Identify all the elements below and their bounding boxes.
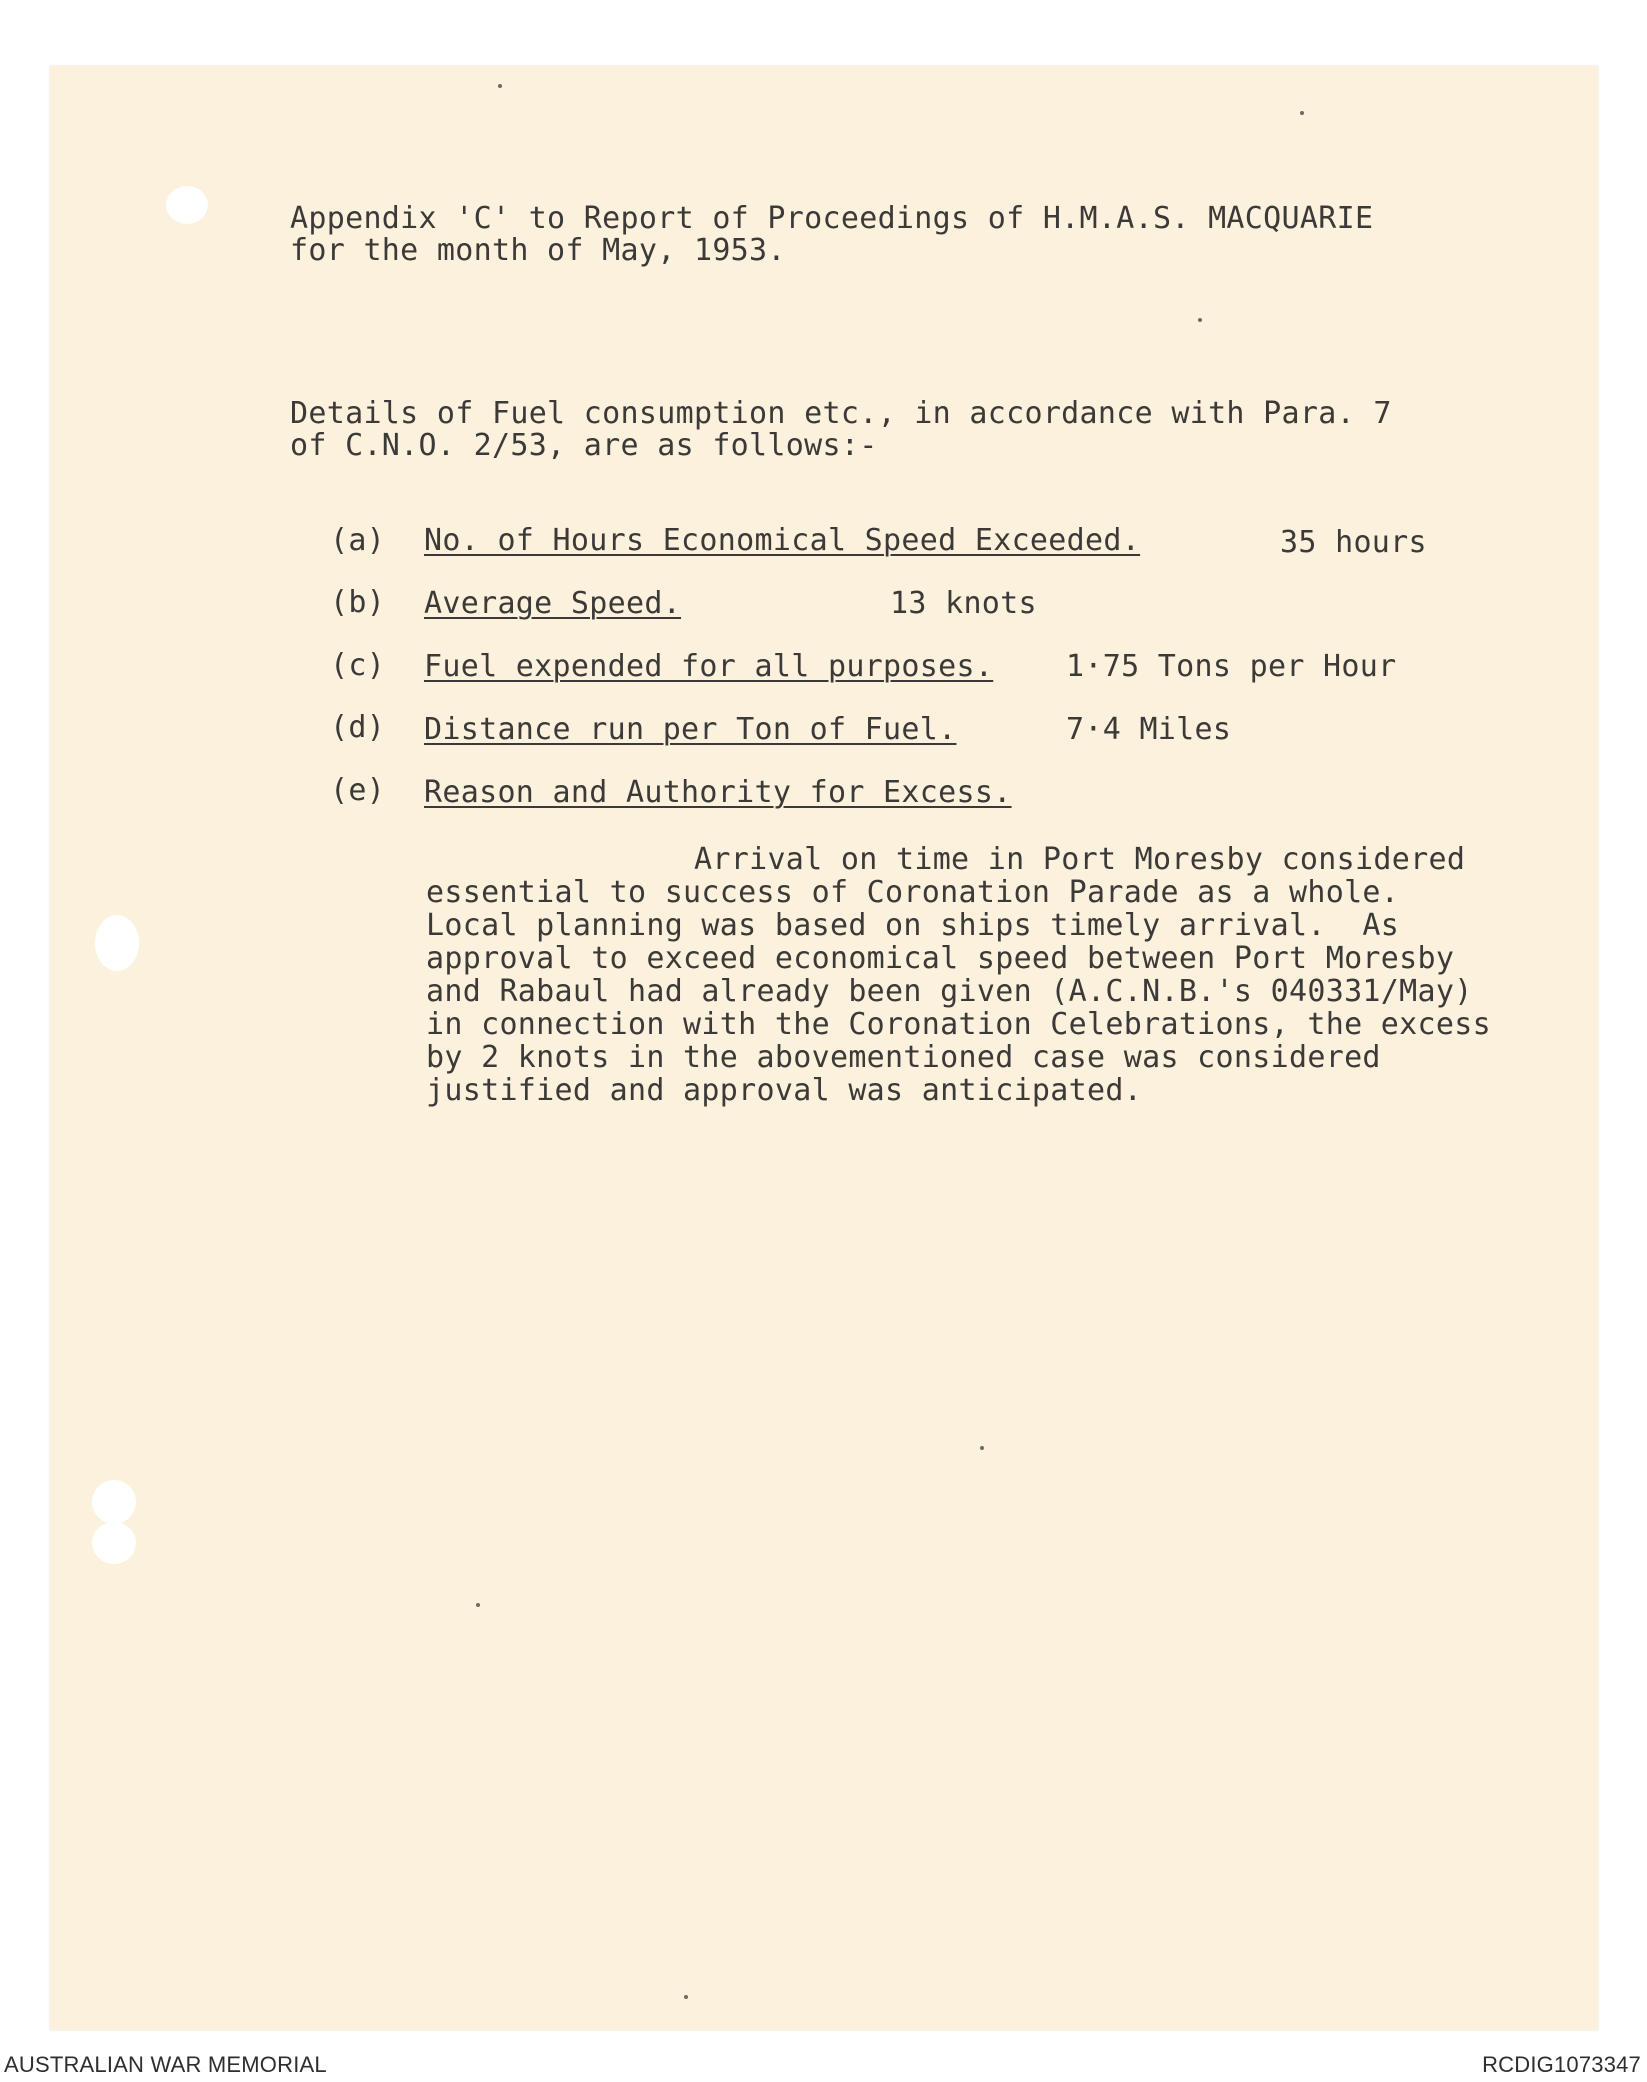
reason-paragraph-line: and Rabaul had already been given (A.C.N.B.'s 040331/May): [426, 974, 1473, 1009]
item-marker: (a): [330, 523, 386, 558]
item-value: 13 knots: [890, 586, 1037, 621]
ink-speck: [684, 1995, 688, 1999]
ink-speck: [1198, 318, 1202, 322]
punch-hole-middle: [95, 915, 139, 971]
punch-hole-top: [166, 186, 208, 224]
item-label: Distance run per Ton of Fuel.: [424, 712, 957, 747]
item-marker: (e): [330, 773, 386, 808]
item-value: 35 hours: [1280, 525, 1427, 560]
appendix-title-line-2: for the month of May, 1953.: [290, 233, 786, 268]
reason-paragraph-line: in connection with the Coronation Celebrations, the excess: [426, 1007, 1491, 1042]
ink-speck: [498, 84, 502, 88]
reason-paragraph-line: justified and approval was anticipated.: [426, 1073, 1143, 1108]
item-marker: (d): [330, 710, 386, 745]
item-value: 7·4 Miles: [1066, 712, 1232, 747]
ink-speck: [476, 1603, 480, 1607]
item-value: 1·75 Tons per Hour: [1066, 649, 1397, 684]
reason-paragraph-line: by 2 knots in the abovementioned case was considered: [426, 1040, 1381, 1075]
punch-hole-lower-b: [92, 1522, 136, 1564]
item-label: Fuel expended for all purposes.: [424, 649, 994, 684]
item-label: Average Speed.: [424, 586, 682, 621]
item-marker: (b): [330, 585, 386, 620]
punch-hole-lower-a: [92, 1480, 136, 1524]
intro-line-1: Details of Fuel consumption etc., in accordance with Para. 7: [290, 396, 1392, 431]
item-label: No. of Hours Economical Speed Exceeded.: [424, 523, 1141, 558]
intro-line-2: of C.N.O. 2/53, are as follows:-: [290, 428, 878, 463]
reason-paragraph-line: Local planning was based on ships timely arrival. As: [426, 908, 1400, 943]
item-marker: (c): [330, 648, 386, 683]
reason-paragraph-line: approval to exceed economical speed between Port Moresby: [426, 941, 1455, 976]
reason-paragraph-line: essential to success of Coronation Parade as a whole.: [426, 875, 1400, 910]
footer-record-id: RCDIG1073347: [1482, 2052, 1641, 2077]
footer-institution: AUSTRALIAN WAR MEMORIAL: [4, 2052, 327, 2077]
appendix-title-line-1: Appendix 'C' to Report of Proceedings of H.M.A.S. MACQUARIE: [290, 201, 1374, 236]
reason-paragraph-line: Arrival on time in Port Moresby considered: [694, 842, 1466, 877]
ink-speck: [980, 1446, 984, 1450]
ink-speck: [1300, 111, 1304, 115]
item-label: Reason and Authority for Excess.: [424, 775, 1012, 810]
